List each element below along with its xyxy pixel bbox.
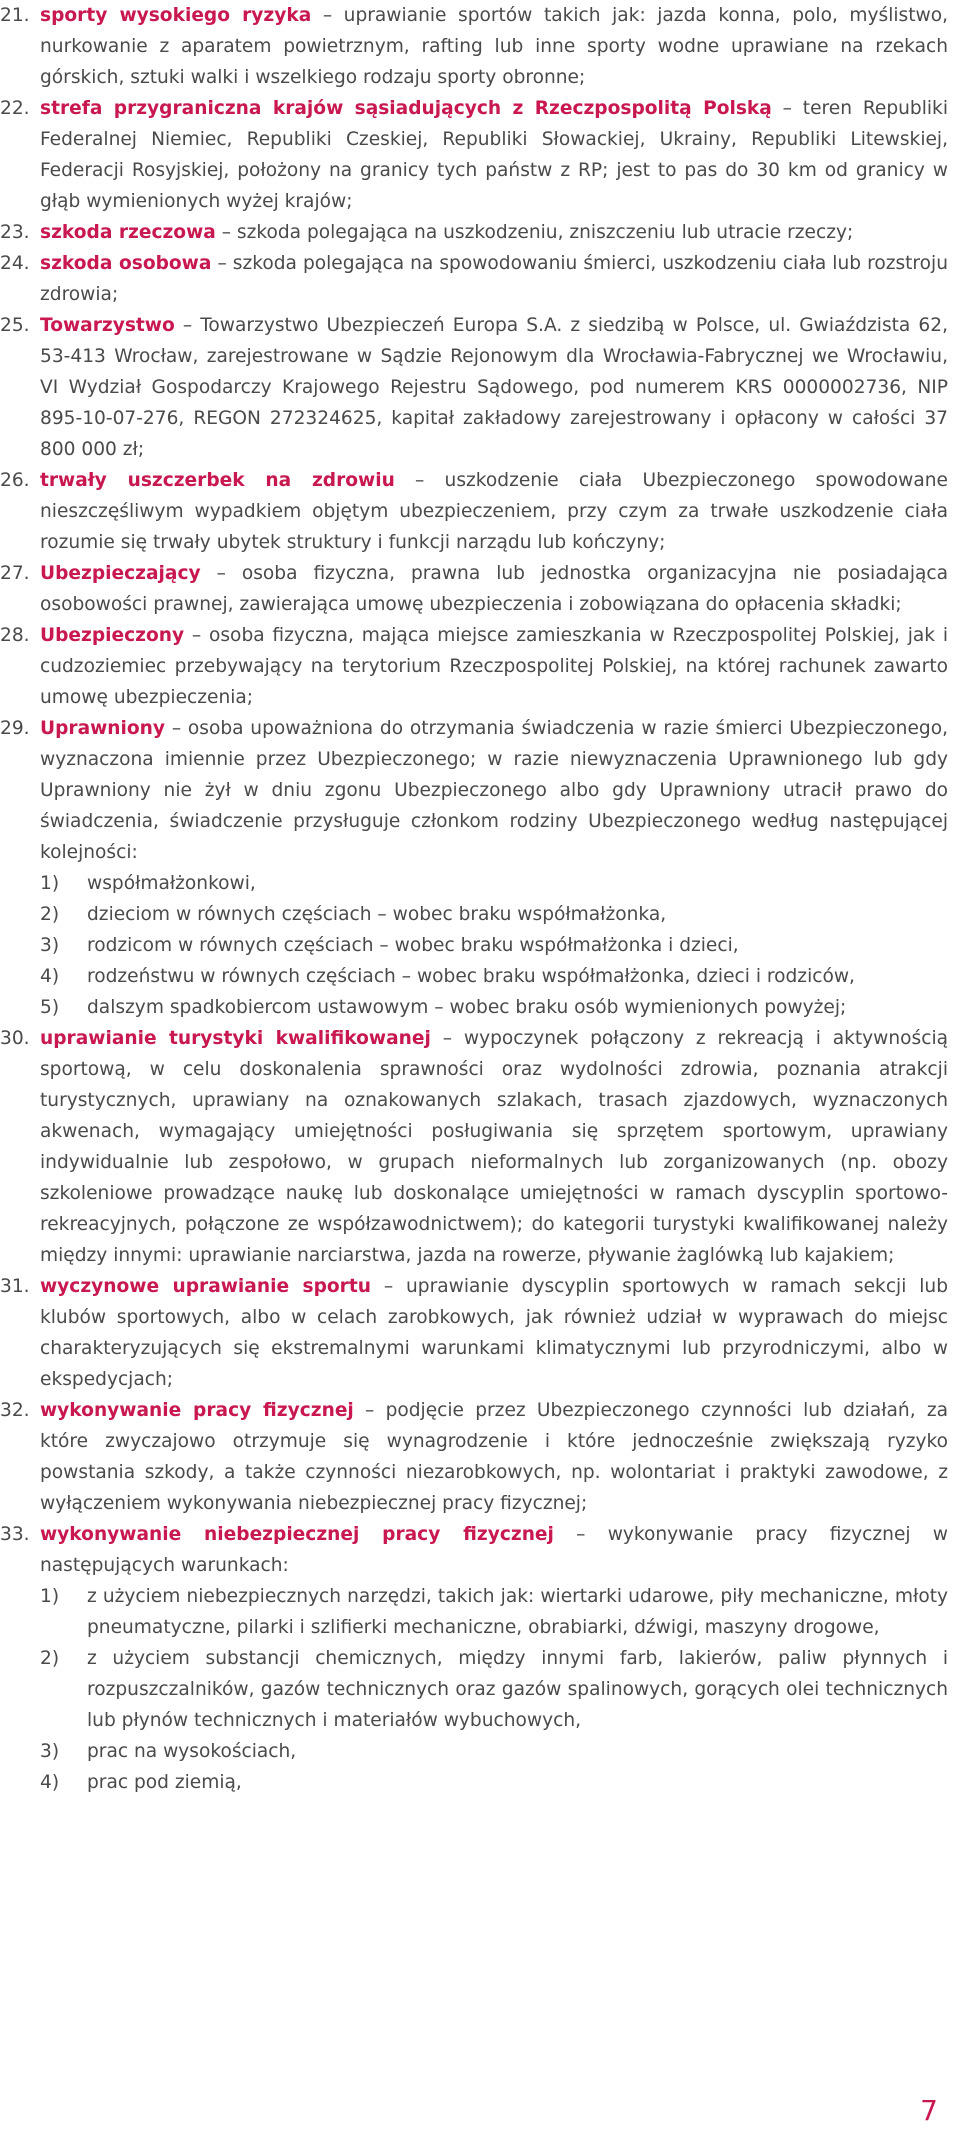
entry-number: 21. [0, 5, 30, 26]
entry-term: Towarzystwo [40, 315, 175, 336]
sub-item-text: z użyciem niebezpiecznych narzędzi, takich jak: wiertarki udarowe, piły mechaniczne, młoty pneumatyczne, pilarki i szlifierki mechaniczne, obrabiarki, dźwigi, maszyny drogowe, [87, 1586, 948, 1638]
entry-number: 30. [0, 1028, 30, 1049]
sub-item-text: prac pod ziemią, [87, 1772, 242, 1793]
entry-number: 31. [0, 1276, 30, 1297]
entry-term: strefa przygraniczna krajów sąsiadujących z Rzeczpospolitą Polską [40, 98, 772, 119]
entry-term: wykonywanie niebezpiecznej pracy fizycznej [40, 1524, 554, 1545]
definition-entry [0, 1395, 948, 1519]
sub-item-text: z użyciem substancji chemicznych, między innymi farb, lakierów, paliw płynnych i rozpuszczalników, gazów technicznych oraz gazów spalinowych, gorących olei technicznych lub płynów technicznych i materiałów wybuchowych, [87, 1648, 948, 1731]
entry-definition: – szkoda polegająca na uszkodzeniu, zniszczeniu lub utracie rzeczy; [215, 222, 854, 243]
entry-definition: – Towarzystwo Ubezpieczeń Europa S.A. z siedzibą w Polsce, ul. Gwiaździsta 62, 53-413 Wrocław, zarejestrowane w Sądzie Rejonowym dla Wrocławia-Fabrycznej we Wrocławiu, VI Wydział Gospodarczy Krajowego Rejestru Sądowego, pod numerem KRS 0000002736, NIP 895-10-07-276, REGON 272324625, kapitał zakładowy zarejestrowany i opłacony w całości 37 800 000 zł; [40, 315, 948, 460]
entry-definition: – szkoda polegająca na spowodowaniu śmierci, uszkodzeniu ciała lub rozstroju zdrowia; [40, 253, 948, 305]
sub-item-number: 5) [40, 997, 60, 1018]
entry-number: 22. [0, 98, 30, 119]
entry-term: uprawianie turystyki kwalifikowanej [40, 1028, 431, 1049]
sub-item-number: 2) [40, 904, 60, 925]
definition-entry [0, 93, 948, 217]
entry-number: 29. [0, 718, 30, 739]
definition-entry [0, 558, 948, 620]
sub-item [40, 1767, 948, 1798]
definition-entry [0, 1519, 948, 1798]
sub-item-number: 1) [40, 1586, 60, 1607]
sub-item-number: 4) [40, 966, 60, 987]
entry-term: szkoda osobowa [40, 253, 212, 274]
sub-item-text: rodzicom w równych częściach – wobec braku współmałżonka i dzieci, [87, 935, 739, 956]
entry-definition: – teren Republiki Federalnej Niemiec, Republiki Czeskiej, Republiki Słowackiej, Ukrainy, Republiki Litewskiej, Federacji Rosyjskiej, położony na granicy tych państw z RP; jest to pas do 30 km od granicy w głąb wymienionych wyżej krajów; [40, 98, 948, 212]
sub-item [40, 1736, 948, 1767]
sub-item-number: 1) [40, 873, 60, 894]
definition-entry [0, 465, 948, 558]
entry-number: 28. [0, 625, 30, 646]
entry-definition: – osoba upoważniona do otrzymania świadczenia w razie śmierci Ubezpieczonego, wyznaczona imiennie przez Ubezpieczonego; w razie niewyznaczenia Uprawnionego lub gdy Uprawniony nie żył w dniu zgonu Ubezpieczonego albo gdy Uprawniony utracił prawo do świadczenia, świadczenie przysługuje członkom rodziny Ubezpieczonego według następującej kolejności: [40, 718, 948, 863]
entry-definition: – podjęcie przez Ubezpieczonego czynności lub działań, za które zwyczajowo otrzymuje się wynagrodzenie i które jednocześnie zwiększają ryzyko powstania szkody, a także czynności niezarobkowych, np. wolontariat i praktyki zawodowe, z wyłączeniem wykonywania niebezpiecznej pracy fizycznej; [40, 1400, 949, 1514]
sub-item-number: 3) [40, 935, 60, 956]
entry-definition: – osoba fizyczna, mająca miejsce zamieszkania w Rzeczpospolitej Polskiej, jak i cudzoziemiec przebywający na terytorium Rzeczpospolitej Polskiej, na której rachunek zawarto umowę ubezpieczenia; [40, 625, 948, 708]
sub-item [40, 930, 948, 961]
definition-entry [0, 0, 948, 93]
sub-item [40, 1643, 948, 1736]
sub-item [40, 1581, 948, 1643]
entry-number: 26. [0, 470, 30, 491]
sub-item-number: 3) [40, 1741, 60, 1762]
entry-term: Ubezpieczony [40, 625, 185, 646]
definition-entry [0, 713, 948, 1023]
sub-item [40, 961, 948, 992]
entry-term: sporty wysokiego ryzyka [40, 5, 312, 26]
definition-entry [0, 310, 948, 465]
entry-term: trwały uszczerbek na zdrowiu [40, 470, 395, 491]
entry-definition: – uprawianie sportów takich jak: jazda konna, polo, myślistwo, nurkowanie z aparatem powietrznym, rafting lub inne sporty wodne uprawiane na rzekach górskich, sztuki walki i wszelkiego rodzaju sporty obronne; [40, 5, 949, 88]
entry-term: Uprawniony [40, 718, 166, 739]
definition-entry [0, 248, 948, 310]
sub-item [40, 899, 948, 930]
page-number: 7 [920, 2094, 938, 2127]
entry-definition: – uprawianie dyscyplin sportowych w ramach sekcji lub klubów sportowych, albo w celach zarobkowych, jak również udział w wyprawach do miejsc charakteryzujących się ekstremalnymi warunkami klimatycznymi lub przyrodniczymi, albo w ekspedycjach; [40, 1276, 948, 1390]
definition-entry [0, 620, 948, 713]
entry-term: szkoda rzeczowa [40, 222, 216, 243]
sub-item-text: współmałżonkowi, [87, 873, 256, 894]
definition-entry [0, 217, 948, 248]
sub-item-number: 2) [40, 1648, 60, 1669]
sub-item-text: dalszym spadkobiercom ustawowym – wobec braku osób wymienionych powyżej; [87, 997, 847, 1018]
entry-term: wyczynowe uprawianie sportu [40, 1276, 371, 1297]
sub-item-text: prac na wysokościach, [87, 1741, 297, 1762]
sub-item [40, 868, 948, 899]
entry-term: Ubezpieczający [40, 563, 201, 584]
entry-definition: – uszkodzenie ciała Ubezpieczonego spowodowane nieszczęśliwym wypadkiem objętym ubezpieczeniem, przy czym za trwałe uszkodzenie ciała rozumie się trwały ubytek struktury i funkcji narządu lub kończyny; [40, 470, 948, 553]
sub-item-text: dzieciom w równych częściach – wobec braku współmałżonka, [87, 904, 667, 925]
entry-definition: – osoba fizyczna, prawna lub jednostka organizacyjna nie posiadająca osobowości prawnej, zawierająca umowę ubezpieczenia i zobowiązana do opłacenia składki; [40, 563, 948, 615]
entry-definition: – wypoczynek połączony z rekreacją i aktywnością sportową, w celu doskonalenia sprawności oraz wydolności zdrowia, poznania atrakcji turystycznych, uprawiany na oznakowanych szlakach, trasach zjazdowych, wyznaczonych akwenach, wymagający umiejętności posługiwania się sprzętem sportowym, uprawiany indywidualnie lub zespołowo, w grupach nieformalnych lub zorganizowanych (np. obozy szkoleniowe prowadzące naukę lub doskonalące umiejętności w ramach dyscyplin sportowo-rekreacyjnych, połączone ze współzawodnictwem); do kategorii turystyki kwalifikowanej należy między innymi: uprawianie narciarstwa, jazda na rowerze, pływanie żaglówką lub kajakiem; [40, 1028, 949, 1266]
sub-item [40, 992, 948, 1023]
entry-number: 25. [0, 315, 30, 336]
sub-item-number: 4) [40, 1772, 60, 1793]
entry-number: 33. [0, 1524, 30, 1545]
entry-number: 23. [0, 222, 30, 243]
entry-term: wykonywanie pracy fizycznej [40, 1400, 354, 1421]
entry-definition: – wykonywanie pracy fizycznej w następujących warunkach: [40, 1524, 948, 1576]
sub-item-text: rodzeństwu w równych częściach – wobec braku współmałżonka, dzieci i rodziców, [87, 966, 855, 987]
entry-number: 32. [0, 1400, 30, 1421]
entry-number: 24. [0, 253, 30, 274]
entry-number: 27. [0, 563, 30, 584]
definition-entry [0, 1023, 948, 1271]
definition-entry [0, 1271, 948, 1395]
